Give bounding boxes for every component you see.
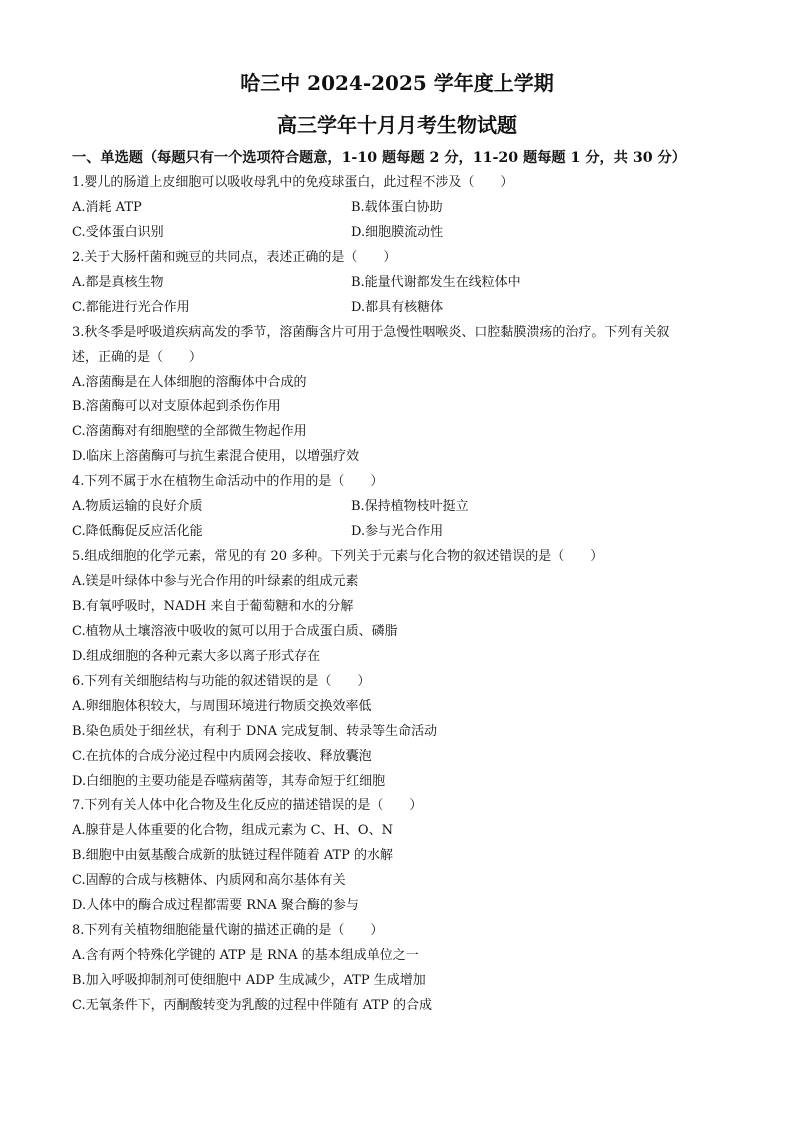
question-1-options-row-2 <box>72 221 732 246</box>
question-8-option-b: B.加入呼吸抑制剂可使细胞中 ADP 生成减少，ATP 生成增加 <box>72 973 426 988</box>
question-2-option-d: D.都具有核糖体 <box>351 299 444 315</box>
exam-title: 哈三中 2024-2025 学年度上学期 <box>240 71 554 95</box>
section-heading: 一、单选题（每题只有一个选项符合题意，1-10 题每题 2 分，11-20 题每题 1 分，共 30 分） <box>72 150 686 166</box>
question-6-option-b: B.染色质处于细丝状，有利于 DNA 完成复制、转录等生命活动 <box>72 723 438 739</box>
question-1-option-b: B.载体蛋白协助 <box>351 199 443 215</box>
question-2-option-c: C.都能进行光合作用 <box>72 299 190 315</box>
question-1-options-row-1 <box>72 196 732 221</box>
question-5-option-a: A.镁是叶绿体中参与光合作用的叶绿素的组成元素 <box>72 574 359 589</box>
question-4-option-b: B.保持植物枝叶挺立 <box>351 499 469 515</box>
question-5-option-d: D.组成细胞的各种元素大多以离子形式存在 <box>72 648 321 664</box>
question-4-option-c: C.降低酶促反应活化能 <box>72 524 203 540</box>
question-list <box>72 171 732 1019</box>
question-4-stem: 4.下列不属于水在植物生命活动中的作用的是（ ） <box>72 474 384 490</box>
question-3-option-b: B.溶菌酶可以对支原体起到杀伤作用 <box>72 399 281 415</box>
question-1-option-c: C.受体蛋白识别 <box>72 224 164 240</box>
question-8-option-c: C.无氧条件下，丙酮酸转变为乳酸的过程中伴随有 ATP 的合成 <box>72 997 432 1013</box>
question-7-option-b: B.细胞中由氨基酸合成新的肽链过程伴随着 ATP 的水解 <box>72 848 394 864</box>
question-2-option-a: A.都是真核生物 <box>72 274 164 290</box>
question-5-option-c: C.植物从土壤溶液中吸收的氮可以用于合成蛋白质、磷脂 <box>72 623 398 639</box>
question-7-stem: 7.下列有关人体中化合物及生化反应的描述错误的是（ ） <box>72 798 423 814</box>
question-3-stem-line-1: 3.秋冬季是呼吸道疾病高发的季节，溶菌酶含片可用于急慢性咽喉炎、口腔黏膜溃疡的治疗。下列有关叙 <box>72 324 670 340</box>
exam-subtitle: 高三学年十月月考生物试题 <box>277 113 517 137</box>
question-4-options-row-1 <box>72 495 732 520</box>
question-6-option-d: D.白细胞的主要功能是吞噬病菌等，其寿命短于红细胞 <box>72 773 386 789</box>
question-3-option-d: D.临床上溶菌酶可与抗生素混合使用，以增强疗效 <box>72 449 360 465</box>
question-1-stem: 1.婴儿的肠道上皮细胞可以吸收母乳中的免疫球蛋白，此过程不涉及（ ） <box>72 175 514 190</box>
question-6-option-c: C.在抗体的合成分泌过程中内质网会接收、释放囊泡 <box>72 748 372 764</box>
question-2-options-row-1 <box>72 271 732 296</box>
question-2-options-row-2 <box>72 296 732 321</box>
question-4-option-d: D.参与光合作用 <box>351 524 444 540</box>
question-5-option-b: B.有氧呼吸时，NADH 来自于葡萄糖和水的分解 <box>72 598 354 614</box>
question-7-option-d: D.人体中的酶合成过程都需要 RNA 聚合酶的参与 <box>72 898 359 914</box>
question-4-option-a: A.物质运输的良好介质 <box>72 499 203 515</box>
question-4-options-row-2 <box>72 520 732 545</box>
question-8-stem: 8.下列有关植物细胞能量代谢的描述正确的是（ ） <box>72 923 384 939</box>
question-3-stem-line-2: 述，正确的是（ ） <box>72 349 203 365</box>
question-3-option-c: C.溶菌酶对有细胞壁的全部微生物起作用 <box>72 424 307 440</box>
question-1-option-a: A.消耗 ATP <box>72 199 142 215</box>
question-2-stem: 2.关于大肠杆菌和豌豆的共同点，表述正确的是（ ） <box>72 249 397 265</box>
question-3-option-a: A.溶菌酶是在人体细胞的溶酶体中合成的 <box>72 374 307 390</box>
question-1-option-d: D.细胞膜流动性 <box>351 224 444 240</box>
question-6-stem: 6.下列有关细胞结构与功能的叙述错误的是（ ） <box>72 673 371 689</box>
question-5-stem: 5.组成细胞的化学元素，常见的有 20 多种。下列关于元素与化合物的叙述错误的是（ ） <box>72 549 604 565</box>
question-7-option-a: A.腺苷是人体重要的化合物，组成元素为 C、H、O、N <box>72 823 393 839</box>
question-8-option-a: A.含有两个特殊化学键的 ATP 是 RNA 的基本组成单位之一 <box>72 948 419 964</box>
question-6-option-a: A.卵细胞体积较大，与周围环境进行物质交换效率低 <box>72 698 372 714</box>
question-2-option-b: B.能量代谢都发生在线粒体中 <box>351 274 521 290</box>
question-7-option-c: C.固醇的合成与核糖体、内质网和高尔基体有关 <box>72 873 346 889</box>
